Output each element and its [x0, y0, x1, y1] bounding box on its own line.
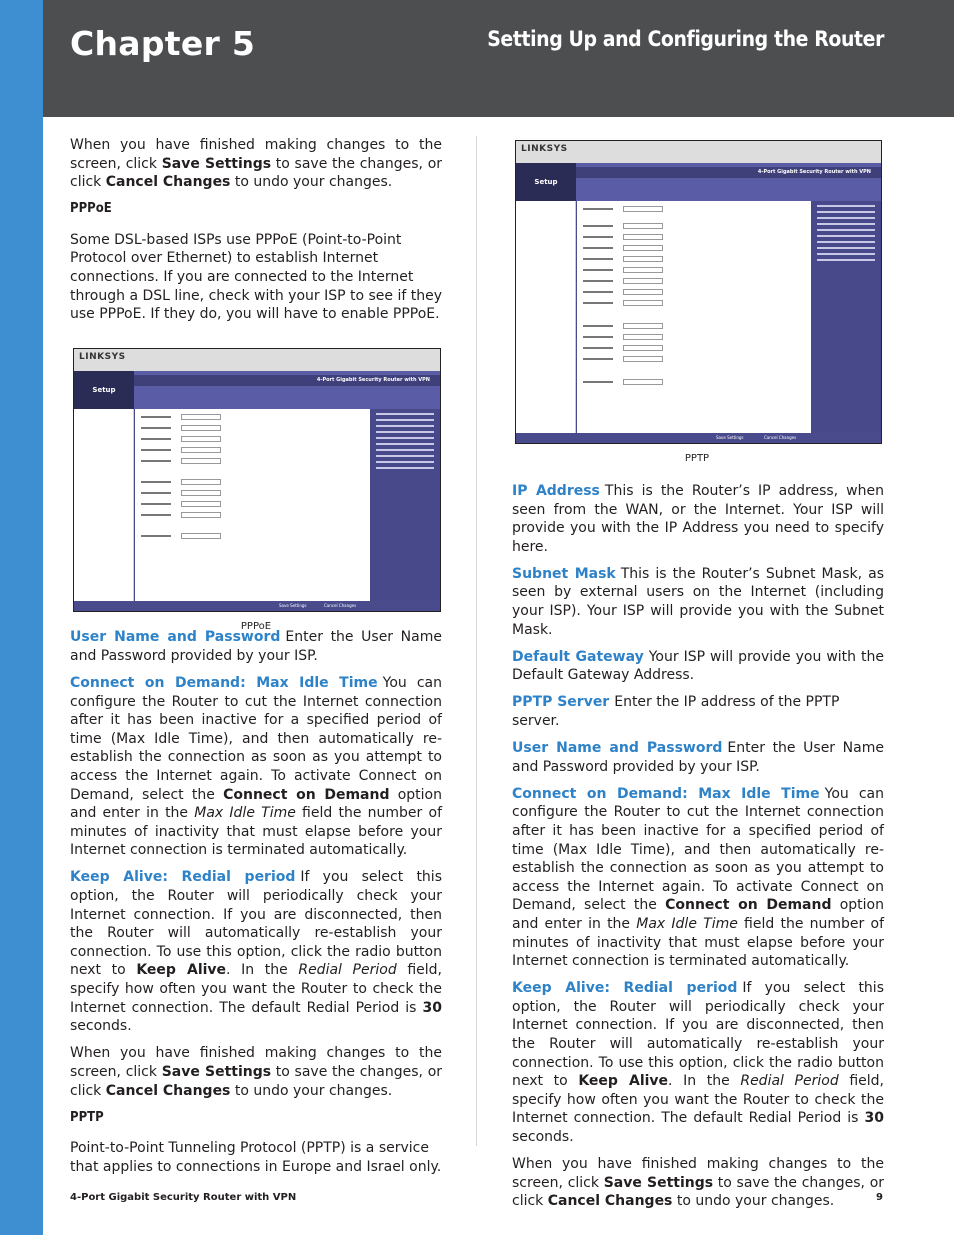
- screenshot-footer: [74, 601, 440, 611]
- screenshot-side: [516, 201, 576, 433]
- page-number: 9: [876, 1192, 883, 1203]
- outro-paragraph: When you have finished making changes to the screen, click Save Settings to save the changes, or click Cancel Changes to undo your changes.: [70, 1045, 443, 1099]
- pptp-server-paragraph: PPTP Server Enter the IP address of the PPTP server.: [512, 694, 840, 730]
- chapter-number: Chapter 5: [70, 24, 256, 63]
- connect-on-demand-paragraph: Connect on Demand: Max Idle Time You can configure the Router to cut the Internet connection after it has been inactive for a specified period of time (Max Idle Time), and then automatically re-establish the connection as soon as you attempt to access the Internet again. To activate Connect on Demand, select the Connect on Demand option and enter in the Max Idle Time field the number of minutes of inactivity that must elapse before your Internet connection is terminated automatically.: [512, 785, 885, 970]
- right-column: [512, 482, 884, 1219]
- pptp-heading: PPTP: [70, 1109, 104, 1125]
- screenshot-help: [811, 201, 881, 433]
- user-name-paragraph: User Name and Password Enter the User Name and Password provided by your ISP.: [512, 740, 884, 775]
- pptp-caption: PPTP: [684, 453, 710, 464]
- screenshot-nav: [576, 163, 881, 201]
- ip-address-paragraph: IP Address This is the Router’s IP address, when seen from the WAN, or the Internet. Your ISP will provide you with the IP Address you need to specify here.: [512, 483, 884, 555]
- linksys-logo: LINKSYS: [79, 352, 126, 362]
- pppoe-paragraph: Some DSL-based ISPs use PPPoE (Point-to-Point Protocol over Ethernet) to establish Internet connections. If you are connected to the Internet through a DSL line, check with your ISP to see if they use PPPoE. If they do, you will have to enable PPPoE.: [70, 231, 443, 323]
- connect-on-demand-paragraph: Connect on Demand: Max Idle Time You can configure the Router to cut the Internet connection after it has been inactive for a specified period of time (Max Idle Time), and then automatically re-establish the connection as soon as you attempt to access the Internet again. To activate Connect on Demand, select the Connect on Demand option and enter in the Max Idle Time field the number of minutes of inactivity that must elapse before your Internet connection is terminated automatically.: [70, 675, 443, 859]
- pptp-screenshot: [515, 140, 882, 444]
- outro-paragraph: When you have finished making changes to the screen, click Save Settings to save the changes, or click Cancel Changes to undo your changes.: [512, 1156, 885, 1210]
- screenshot-save: Save Settings: [279, 603, 307, 608]
- screenshot-product-name: 4-Port Gigabit Security Router with VPN: [134, 375, 440, 386]
- screenshot-topbar: [516, 141, 881, 163]
- screenshot-save: Save Settings: [716, 435, 744, 440]
- screenshot-help: [370, 409, 440, 601]
- screenshot-footer: [516, 433, 881, 443]
- column-divider: [476, 136, 477, 1146]
- pppoe-caption: PPPoE: [240, 621, 272, 632]
- screenshot-cancel: Cancel Changes: [324, 603, 357, 608]
- screenshot-body: [516, 201, 881, 443]
- side-color-bar: [0, 0, 43, 1235]
- linksys-logo: LINKSYS: [521, 144, 568, 154]
- screenshot-form: [135, 409, 370, 601]
- screenshot-body: [74, 409, 440, 611]
- screenshot-product-name: 4-Port Gigabit Security Router with VPN: [576, 167, 881, 178]
- default-gateway-paragraph: Default Gateway Your ISP will provide you with the Default Gateway Address.: [512, 648, 884, 684]
- footer-product-name: 4-Port Gigabit Security Router with VPN: [70, 1192, 297, 1203]
- header-side-strip: [0, 0, 43, 117]
- screenshot-side: [74, 409, 134, 601]
- chapter-title: Setting Up and Configuring the Router: [487, 27, 884, 51]
- screenshot-setup-label: Setup: [74, 371, 134, 409]
- screenshot-setup-label: Setup: [516, 163, 576, 201]
- intro-paragraph: When you have finished making changes to the screen, click Save Settings to save the changes, or click Cancel Changes to undo your changes.: [70, 137, 443, 191]
- pppoe-heading: PPPoE: [70, 201, 112, 217]
- screenshot-cancel: Cancel Changes: [764, 435, 797, 440]
- subnet-mask-paragraph: Subnet Mask This is the Router’s Subnet Mask, as seen by external users on the Internet (including your ISP). Your ISP will provide you with the Subnet Mask.: [512, 565, 884, 638]
- keep-alive-paragraph: Keep Alive: Redial period If you select this option, the Router will periodically check your Internet connection. If you are disconnected, then the Router will automatically re-establish your connection. To use this option, click the radio button next to Keep Alive. In the Redial Period field, specify how often you want the Router to check the Internet connection. The default Redial Period is 30 seconds.: [70, 869, 442, 1035]
- keep-alive-paragraph: Keep Alive: Redial period If you select this option, the Router will periodically check your Internet connection. If you are disconnected, then the Router will automatically re-establish your connection. To use this option, click the radio button next to Keep Alive. In the Redial Period field, specify how often you want the Router to check the Internet connection. The default Redial Period is 30 seconds.: [512, 980, 884, 1145]
- pppoe-screenshot: [73, 348, 441, 612]
- screenshot-nav: [134, 371, 440, 409]
- left-column: [70, 136, 442, 1185]
- screenshot-form: [577, 201, 811, 433]
- pptp-paragraph: Point-to-Point Tunneling Protocol (PPTP) is a service that applies to connections in Europe and Israel only.: [70, 1140, 442, 1175]
- user-name-paragraph: User Name and Password Enter the User Name and Password provided by your ISP.: [70, 629, 442, 664]
- screenshot-topbar: [74, 349, 440, 371]
